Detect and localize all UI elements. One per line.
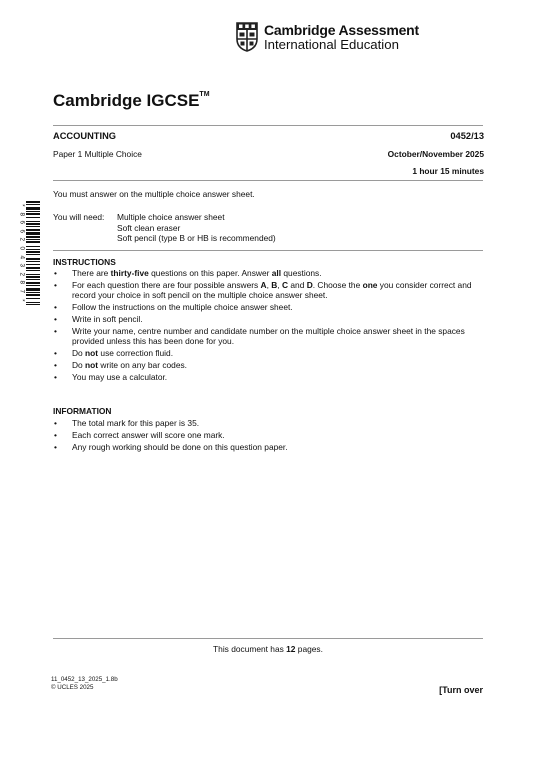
barcode-bar (26, 213, 40, 215)
instructions-heading: INSTRUCTIONS (53, 257, 116, 267)
bullet-icon: • (54, 347, 57, 358)
instruction-text: , (266, 279, 272, 290)
barcode-digit: 6 (18, 220, 26, 225)
barcode-bar (26, 254, 40, 255)
syllabus-code: 0452/13 (450, 131, 484, 141)
instruction-text: You may use a calculator. (72, 371, 168, 382)
barcode-digit: 2 (18, 272, 26, 276)
instructions-list (53, 268, 484, 383)
emphasis-text: thirty-five (110, 268, 149, 278)
information-text: The total mark for this paper is 35. (72, 418, 200, 428)
bullet-icon: • (54, 313, 57, 324)
barcode-bar (26, 221, 40, 222)
instruction-text: For each question there are four possible answers (72, 279, 261, 290)
instruction-text: write on any bar codes. (98, 359, 187, 370)
page-count-note (0, 644, 536, 654)
instruction-text: Follow the instructions on the multiple choice answer sheet. (72, 302, 293, 313)
barcode-digit: 4 (18, 255, 26, 259)
information-text: Each correct answer will score one mark. (72, 429, 225, 440)
barcode-bar (26, 267, 40, 269)
emphasis-text: not (85, 347, 99, 358)
instruction-text: and (288, 279, 307, 290)
information-heading: INFORMATION (53, 406, 112, 416)
instruction-text: Do (72, 347, 86, 358)
bullet-icon: • (54, 279, 57, 290)
barcode-bar (26, 270, 40, 271)
title-text: Cambridge IGCSE (53, 91, 200, 110)
emphasis-text: B (271, 279, 278, 290)
bullet-icon: • (54, 325, 57, 336)
trademark-mark: TM (199, 91, 210, 99)
barcode-digit: 7 (18, 289, 26, 293)
bullet-icon: • (54, 268, 57, 278)
barcode-digit: * (18, 204, 26, 207)
barcode-digit: 2 (18, 237, 26, 242)
instruction-item (53, 326, 484, 347)
barcode-digit: 8 (18, 212, 26, 216)
barcode-bar (26, 279, 40, 280)
bullet-icon: • (54, 371, 57, 382)
barcode-digits (18, 201, 24, 304)
barcode-digit: 3 (18, 263, 26, 268)
divider (53, 125, 483, 126)
instruction-item (53, 348, 484, 359)
barcode-bar (26, 261, 40, 262)
divider (53, 638, 483, 639)
barcode-bar (26, 241, 40, 243)
barcode-bar (26, 258, 40, 260)
instruction-item (53, 314, 484, 325)
barcode-bar (26, 201, 40, 203)
page-count: 12 (286, 644, 296, 654)
need-item: Multiple choice answer sheet (117, 212, 225, 222)
barcode-bar (26, 239, 40, 240)
paper-name: Paper 1 Multiple Choice (53, 149, 142, 159)
cambridge-logo (236, 22, 436, 54)
instruction-text: questions. (281, 268, 322, 278)
information-item (53, 442, 484, 453)
information-list (53, 418, 484, 453)
barcode-bar (26, 276, 40, 278)
instruction-text: There are (72, 268, 111, 278)
bullet-icon: • (54, 359, 57, 370)
bullet-icon: • (54, 429, 57, 440)
barcode-bar (26, 236, 40, 238)
divider (53, 250, 483, 251)
barcode-bar (26, 292, 40, 293)
barcode-bar (26, 204, 40, 205)
instruction-text: Write your name, centre number and candidate number on the multiple choice answer sheet in the spaces provided unless this has been done for you. (72, 325, 465, 347)
information-text: Any rough working should be done on this question paper. (72, 441, 288, 452)
document-reference: 11_0452_13_2025_1.8b (51, 676, 118, 683)
need-item: Soft clean eraser (117, 222, 181, 233)
instruction-item (53, 360, 484, 371)
exam-duration: 1 hour 15 minutes (412, 166, 484, 176)
barcode-bar (26, 229, 40, 231)
barcode-bar (26, 249, 40, 250)
barcode-bar (26, 217, 40, 218)
barcode-bars (26, 201, 40, 305)
instruction-item (53, 372, 484, 383)
information-item (53, 430, 484, 441)
emphasis-text: A (260, 279, 267, 290)
information-item (53, 418, 484, 429)
emphasis-text: C (281, 279, 289, 290)
instruction-text: Write in soft pencil. (72, 313, 143, 324)
emphasis-text: all (271, 268, 282, 278)
bullet-icon: • (54, 441, 57, 452)
barcode-bar (26, 294, 40, 296)
barcode-bar (26, 207, 40, 210)
logo-line-1: Cambridge Assessment (264, 22, 419, 38)
instruction-text: , (277, 279, 282, 290)
logo-line-2: International Education (264, 37, 399, 52)
page-count-prefix: This document has (213, 644, 287, 654)
page-count-suffix: pages. (295, 644, 323, 654)
bullet-icon: • (54, 302, 57, 313)
barcode-bar (26, 304, 40, 305)
barcode-bar (26, 251, 40, 253)
barcode-bar (26, 285, 40, 286)
barcode-digit: 8 (18, 280, 26, 285)
bullet-icon: • (54, 418, 57, 428)
barcode-digit: * (18, 298, 26, 302)
barcode-bar (26, 274, 40, 275)
emphasis-text: one (362, 279, 378, 290)
turn-over: [Turn over (439, 685, 483, 695)
barcode-bar (26, 211, 40, 212)
barcode-digit: 0 (18, 246, 26, 251)
instruction-item (53, 280, 484, 301)
emphasis-text: not (85, 359, 99, 370)
emphasis-text: D (306, 279, 313, 290)
candidate-barcode (18, 201, 42, 305)
page-title (53, 91, 210, 111)
instruction-text: questions on this paper. Answer (148, 268, 272, 278)
instruction-item (53, 302, 484, 313)
instruction-text: Do (72, 359, 86, 370)
barcode-bar (26, 232, 40, 235)
divider (53, 180, 483, 181)
instruction-text: . Choose the (312, 279, 363, 290)
barcode-digit: 6 (18, 229, 26, 233)
instruction-text: you consider correct and record your choice in soft pencil on the multiple choice answer sheet. (72, 279, 472, 301)
barcode-bar (26, 298, 40, 299)
barcode-bar (26, 223, 40, 225)
need-label: You will need: (53, 212, 105, 222)
cambridge-shield-icon (236, 22, 258, 52)
barcode-bar (26, 282, 40, 284)
copyright: © UCLES 2025 (51, 684, 94, 691)
instruction-text: use correction fluid. (98, 347, 174, 358)
answer-sheet-note: You must answer on the multiple choice answer sheet. (53, 189, 255, 199)
barcode-bar (26, 288, 40, 291)
barcode-bar (26, 226, 40, 227)
instruction-item (53, 268, 484, 279)
barcode-bar (26, 302, 40, 303)
need-item: Soft pencil (type B or HB is recommended) (117, 233, 276, 243)
barcode-bar (26, 264, 40, 265)
barcode-bar (26, 246, 40, 247)
exam-session: October/November 2025 (387, 149, 484, 159)
subject-name: ACCOUNTING (53, 131, 117, 141)
